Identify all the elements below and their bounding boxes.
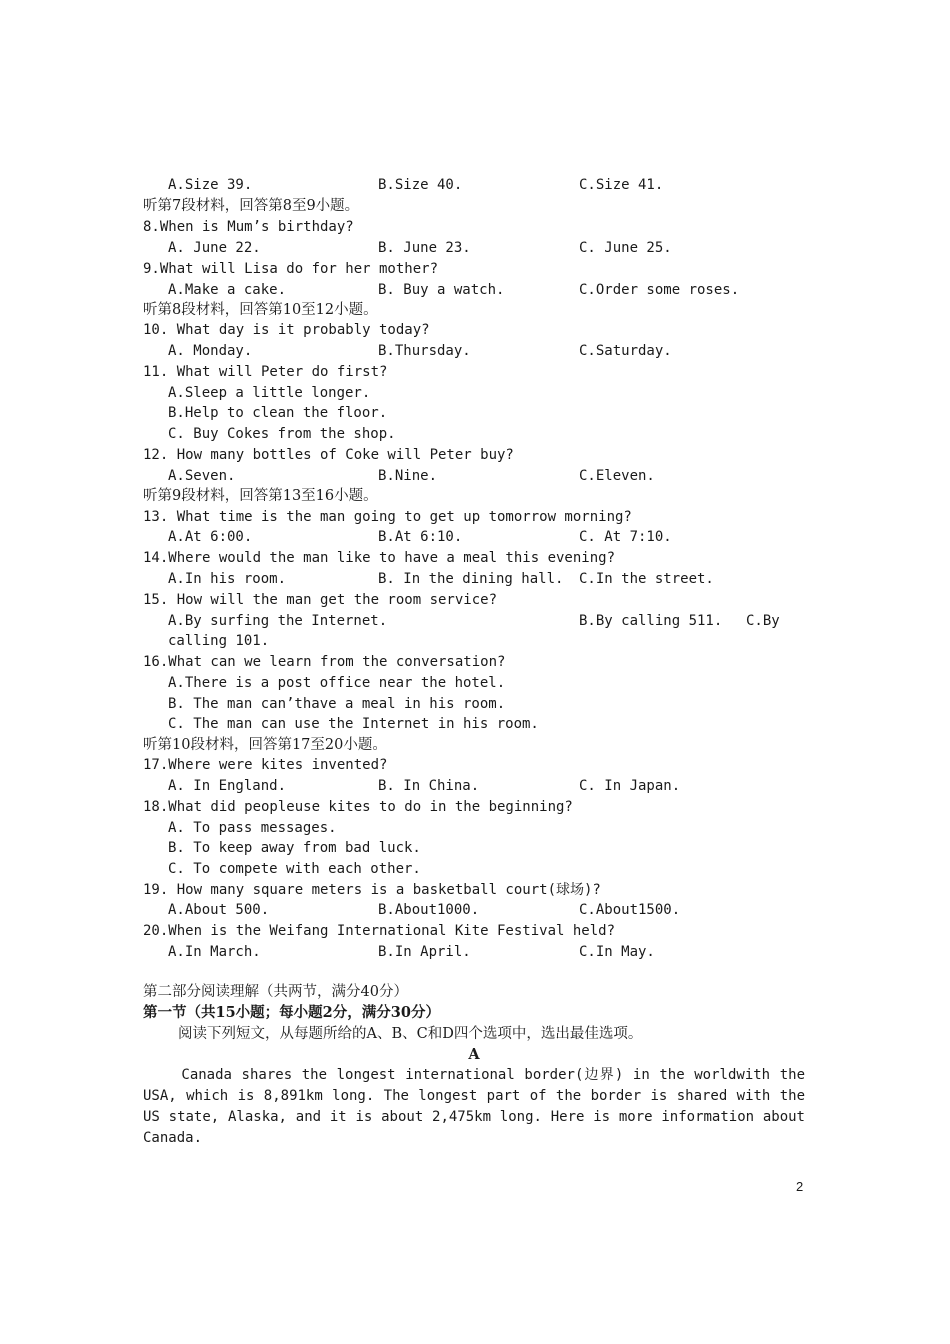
text-line-20-part-3: C.In the street. <box>579 571 714 587</box>
text-line-38-part-1: A.In March. <box>168 944 261 960</box>
text-line-28: 听第10段材料，回答第17至20小题。 <box>143 737 387 753</box>
text-line-4-part-3: C. June 25. <box>579 240 672 256</box>
text-line-11: A.Sleep a little longer. <box>168 385 371 401</box>
text-line-15-part-1: A.Seven. <box>168 468 236 484</box>
text-line-2: 听第7段材料，回答第8至9小题。 <box>143 198 360 214</box>
text-line-3: 8.When is Mum’s birthday? <box>143 219 354 235</box>
text-line-29: 17.Where were kites invented? <box>143 757 388 773</box>
text-line-1-part-2: B.Size 40. <box>378 177 463 193</box>
text-line-18-part-2: B.At 6:10. <box>378 529 463 545</box>
text-line-23: calling 101. <box>168 633 270 649</box>
text-line-32: A. To pass messages. <box>168 820 337 836</box>
text-line-30-part-1: A. In England. <box>168 778 287 794</box>
text-line-9-part-2: B.Thursday. <box>378 343 471 359</box>
text-line-35: 19. How many square meters is a basketball court(球场)? <box>143 882 601 898</box>
text-line-8: 10. What day is it probably today? <box>143 322 430 338</box>
text-line-30-part-3: C. In Japan. <box>579 778 681 794</box>
page-number: 2 <box>796 1179 804 1194</box>
text-line-45: US state, Alaska, and it is about 2,475km long. Here is more information about <box>143 1109 805 1125</box>
text-line-6-part-2: B. Buy a watch. <box>378 282 505 298</box>
text-line-17: 13. What time is the man going to get up tomorrow morning? <box>143 509 632 525</box>
text-line-46: Canada. <box>143 1130 203 1146</box>
text-line-33: B. To keep away from bad luck. <box>168 840 421 856</box>
text-line-41: 阅读下列短文，从每题所给的A、B、C和D四个选项中，选出最佳选项。 <box>178 1026 643 1042</box>
text-line-42: A <box>468 1046 480 1063</box>
text-line-18-part-3: C. At 7:10. <box>579 529 672 545</box>
text-line-7: 听第8段材料，回答第10至12小题。 <box>143 302 378 318</box>
text-line-22-part-1: A.By surfing the Internet. <box>168 613 388 629</box>
text-line-40: 第一节（共15小题；每小题2分，满分30分） <box>143 1004 440 1021</box>
text-line-4-part-1: A. June 22. <box>168 240 261 256</box>
text-line-27: C. The man can use the Internet in his room. <box>168 716 539 732</box>
text-line-12: B.Help to clean the floor. <box>168 405 388 421</box>
text-line-9-part-1: A. Monday. <box>168 343 253 359</box>
text-line-21: 15. How will the man get the room service? <box>143 592 498 608</box>
text-line-22-part-3: C.By <box>746 613 780 629</box>
text-line-9-part-3: C.Saturday. <box>579 343 672 359</box>
text-line-38-part-3: C.In May. <box>579 944 655 960</box>
text-line-5: 9.What will Lisa do for her mother? <box>143 261 439 277</box>
text-line-43: Canada shares the longest international border(边界) in the worldwith the <box>143 1067 805 1083</box>
text-line-26: B. The man can’thave a meal in his room. <box>168 696 506 712</box>
text-line-36-part-2: B.About1000. <box>378 902 480 918</box>
text-line-6-part-1: A.Make a cake. <box>168 282 287 298</box>
text-line-24: 16.What can we learn from the conversation? <box>143 654 506 670</box>
text-line-36-part-3: C.About1500. <box>579 902 681 918</box>
text-line-44: USA, which is 8,891km long. The longest part of the border is shared with the <box>143 1088 805 1104</box>
text-line-39: 第二部分阅读理解（共两节，满分40分） <box>143 984 408 1000</box>
text-line-18-part-1: A.At 6:00. <box>168 529 253 545</box>
text-line-36-part-1: A.About 500. <box>168 902 270 918</box>
text-line-14: 12. How many bottles of Coke will Peter buy? <box>143 447 514 463</box>
text-line-15-part-2: B.Nine. <box>378 468 438 484</box>
text-line-6-part-3: C.Order some roses. <box>579 282 740 298</box>
text-line-15-part-3: C.Eleven. <box>579 468 655 484</box>
text-line-31: 18.What did peopleuse kites to do in the beginning? <box>143 799 573 815</box>
text-line-10: 11. What will Peter do first? <box>143 364 388 380</box>
text-line-4-part-2: B. June 23. <box>378 240 471 256</box>
text-line-19: 14.Where would the man like to have a meal this evening? <box>143 550 616 566</box>
text-line-16: 听第9段材料，回答第13至16小题。 <box>143 488 378 504</box>
text-line-20-part-2: B. In the dining hall. <box>378 571 564 587</box>
text-line-13: C. Buy Cokes from the shop. <box>168 426 396 442</box>
text-line-37: 20.When is the Weifang International Kite Festival held? <box>143 923 616 939</box>
text-line-30-part-2: B. In China. <box>378 778 480 794</box>
text-line-22-part-2: B.By calling 511. <box>579 613 723 629</box>
text-line-1-part-1: A.Size 39. <box>168 177 253 193</box>
text-line-20-part-1: A.In his room. <box>168 571 287 587</box>
text-line-38-part-2: B.In April. <box>378 944 471 960</box>
text-line-34: C. To compete with each other. <box>168 861 421 877</box>
text-line-1-part-3: C.Size 41. <box>579 177 664 193</box>
text-line-25: A.There is a post office near the hotel. <box>168 675 506 691</box>
